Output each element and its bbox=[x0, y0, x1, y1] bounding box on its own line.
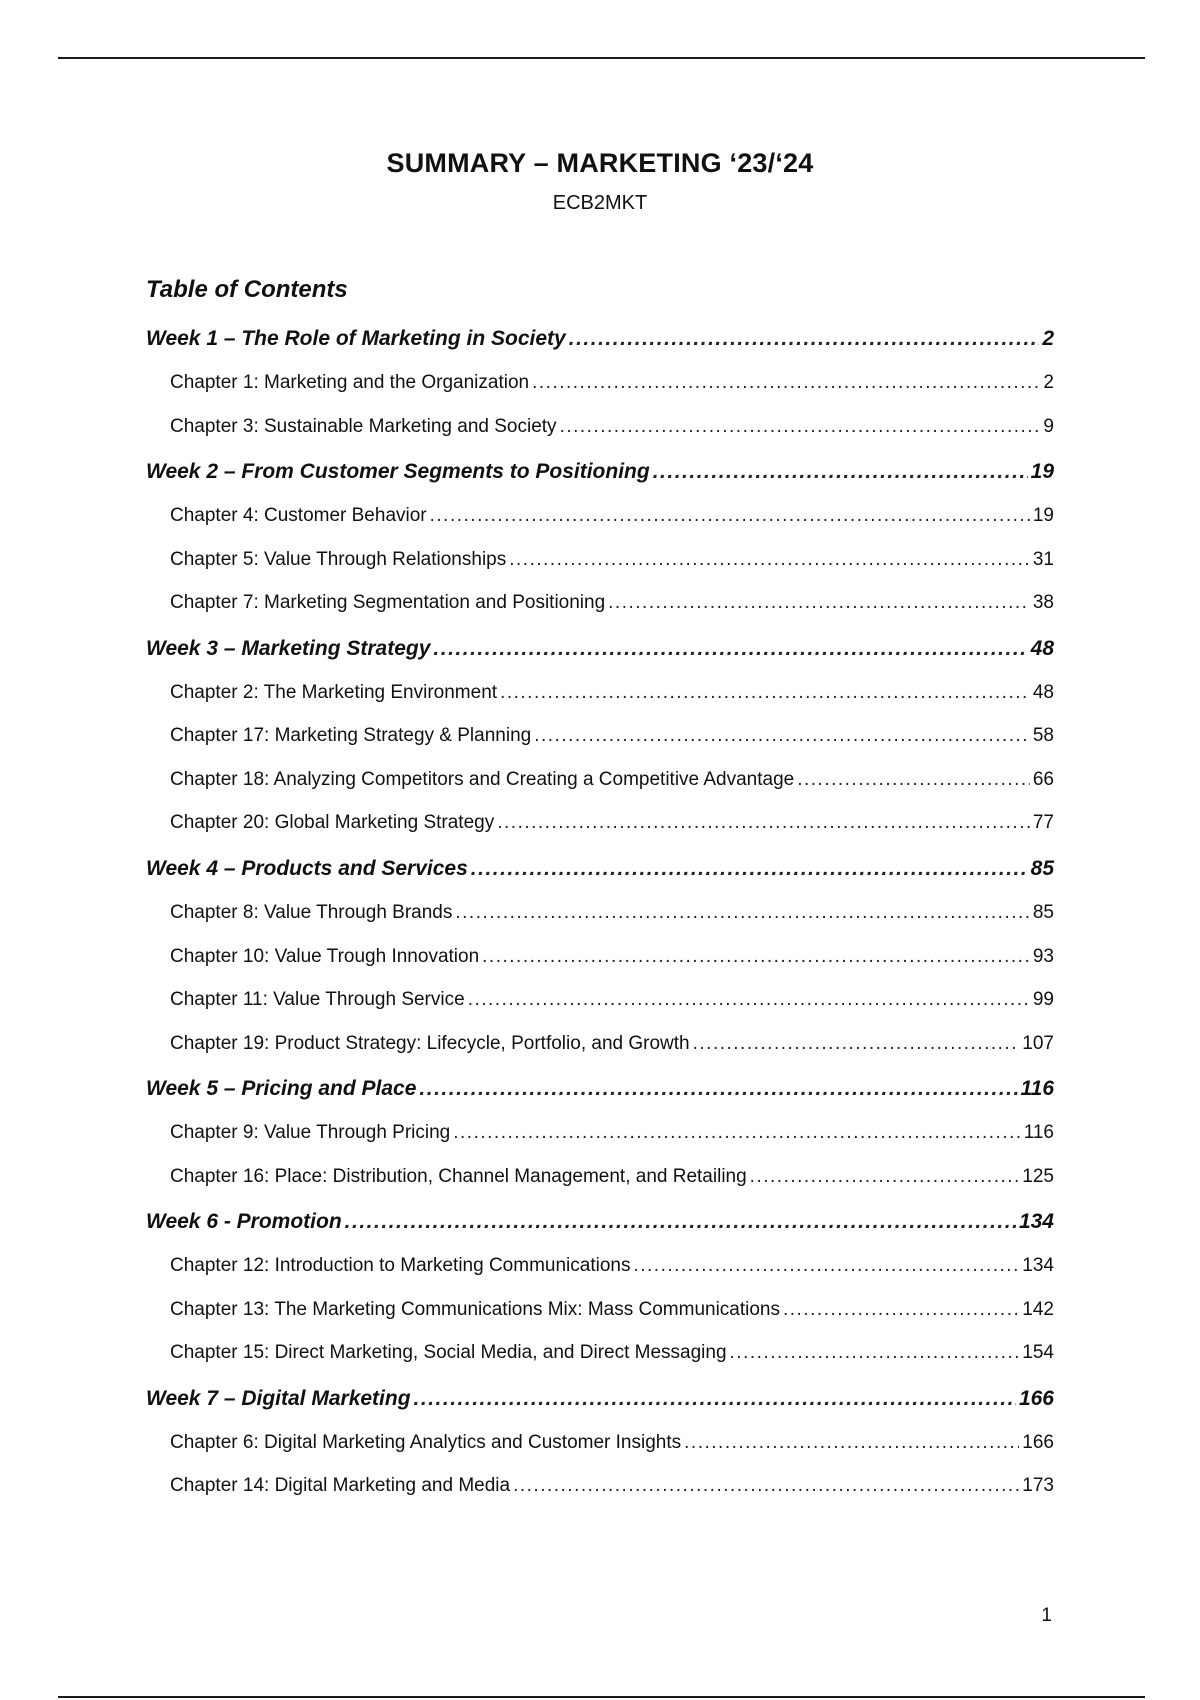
toc-chapter-6[interactable] bbox=[170, 1432, 1054, 1454]
toc-week-2[interactable] bbox=[146, 460, 1054, 484]
toc-entry-page: 38 bbox=[1032, 592, 1054, 613]
toc-entry-page: 66 bbox=[1032, 769, 1054, 790]
toc-entry-page: 2 bbox=[1043, 372, 1054, 393]
toc-entry-label: Chapter 4: Customer Behavior bbox=[170, 505, 427, 526]
toc-chapter-19[interactable] bbox=[170, 1033, 1054, 1055]
dot-leader bbox=[684, 1432, 1019, 1454]
dot-leader bbox=[693, 1033, 1020, 1055]
toc-entry-page: 77 bbox=[1032, 812, 1054, 833]
toc-entry-label: Chapter 15: Direct Marketing, Social Media, and Direct Messaging bbox=[170, 1342, 727, 1363]
toc-entry-label: Chapter 13: The Marketing Communications Mix: Mass Communications bbox=[170, 1299, 780, 1320]
top-divider bbox=[58, 57, 1145, 59]
dot-leader bbox=[750, 1166, 1020, 1188]
toc-entry-label: Chapter 9: Value Through Pricing bbox=[170, 1122, 451, 1143]
dot-leader bbox=[797, 769, 1030, 791]
toc-week-3[interactable] bbox=[146, 637, 1054, 661]
toc-entry-page: 9 bbox=[1043, 416, 1054, 437]
dot-leader bbox=[414, 1387, 1016, 1411]
toc-week-4[interactable] bbox=[146, 857, 1054, 881]
toc-entry-page: 154 bbox=[1022, 1342, 1054, 1363]
toc-heading: Table of Contents bbox=[146, 276, 348, 303]
dot-leader bbox=[513, 1475, 1019, 1497]
dot-leader bbox=[433, 637, 1027, 661]
toc-entry-label: Week 2 – From Customer Segments to Positioning bbox=[146, 460, 650, 483]
toc-chapter-2[interactable] bbox=[170, 682, 1054, 704]
dot-leader bbox=[471, 857, 1028, 881]
toc-chapter-11[interactable] bbox=[170, 989, 1054, 1011]
toc-entry-label: Week 3 – Marketing Strategy bbox=[146, 637, 431, 660]
dot-leader bbox=[509, 549, 1030, 571]
toc-entry-label: Chapter 3: Sustainable Marketing and Society bbox=[170, 416, 557, 437]
toc-entry-label: Chapter 18: Analyzing Competitors and Creating a Competitive Advantage bbox=[170, 769, 795, 790]
dot-leader bbox=[455, 902, 1029, 924]
toc-entry-label: Chapter 19: Product Strategy: Lifecycle, Portfolio, and Growth bbox=[170, 1033, 690, 1054]
toc-entry-page: 134 bbox=[1022, 1255, 1054, 1276]
toc-entry-page: 116 bbox=[1023, 1122, 1054, 1143]
toc-entry-label: Chapter 6: Digital Marketing Analytics and Customer Insights bbox=[170, 1432, 682, 1453]
dot-leader bbox=[534, 725, 1030, 747]
toc-week-7[interactable] bbox=[146, 1387, 1054, 1411]
toc-entry-page: 31 bbox=[1032, 549, 1054, 570]
toc-entry-label: Chapter 7: Marketing Segmentation and Positioning bbox=[170, 592, 606, 613]
toc-chapter-10[interactable] bbox=[170, 946, 1054, 968]
toc-entry-page: 19 bbox=[1032, 505, 1054, 526]
dot-leader bbox=[783, 1299, 1019, 1321]
toc-entry-page: 134 bbox=[1018, 1210, 1054, 1233]
dot-leader bbox=[500, 682, 1030, 704]
dot-leader bbox=[345, 1210, 1016, 1234]
toc-week-6[interactable] bbox=[146, 1210, 1054, 1234]
toc-chapter-15[interactable] bbox=[170, 1342, 1054, 1364]
toc-chapter-13[interactable] bbox=[170, 1299, 1054, 1321]
toc-entry-label: Chapter 12: Introduction to Marketing Communications bbox=[170, 1255, 631, 1276]
toc-entry-page: 166 bbox=[1018, 1387, 1054, 1410]
toc-entry-label: Chapter 20: Global Marketing Strategy bbox=[170, 812, 495, 833]
toc-entry-page: 58 bbox=[1032, 725, 1054, 746]
dot-leader bbox=[653, 460, 1028, 484]
toc-entry-page: 48 bbox=[1032, 682, 1054, 703]
dot-leader bbox=[453, 1122, 1020, 1144]
toc-entry-page: 173 bbox=[1022, 1475, 1054, 1496]
dot-leader bbox=[608, 592, 1030, 614]
page-number: 1 bbox=[1041, 1605, 1052, 1626]
toc-entry-label: Chapter 10: Value Trough Innovation bbox=[170, 946, 480, 967]
toc-entry-label: Week 6 - Promotion bbox=[146, 1210, 342, 1233]
toc-chapter-9[interactable] bbox=[170, 1122, 1054, 1144]
toc-entry-label: Chapter 11: Value Through Service bbox=[170, 989, 465, 1010]
toc-chapter-16[interactable] bbox=[170, 1166, 1054, 1188]
toc-entry-label: Chapter 2: The Marketing Environment bbox=[170, 682, 498, 703]
toc-chapter-5[interactable] bbox=[170, 549, 1054, 571]
dot-leader bbox=[482, 946, 1030, 968]
dot-leader bbox=[430, 505, 1030, 527]
toc-chapter-3[interactable] bbox=[170, 416, 1054, 438]
dot-leader bbox=[497, 812, 1030, 834]
toc-entry-page: 85 bbox=[1032, 902, 1054, 923]
dot-leader bbox=[569, 327, 1040, 351]
toc-entry-page: 142 bbox=[1022, 1299, 1054, 1320]
toc-chapter-7[interactable] bbox=[170, 592, 1054, 614]
toc-entry-page: 116 bbox=[1020, 1077, 1054, 1100]
toc-entry-page: 99 bbox=[1032, 989, 1054, 1010]
toc-entry-page: 85 bbox=[1030, 857, 1054, 880]
toc-chapter-17[interactable] bbox=[170, 725, 1054, 747]
toc-entry-label: Chapter 8: Value Through Brands bbox=[170, 902, 453, 923]
toc-entry-label: Chapter 16: Place: Distribution, Channel Management, and Retailing bbox=[170, 1166, 747, 1187]
dot-leader bbox=[560, 416, 1041, 438]
toc-entry-label: Chapter 1: Marketing and the Organization bbox=[170, 372, 530, 393]
toc-entry-page: 19 bbox=[1030, 460, 1054, 483]
toc-entry-label: Chapter 17: Marketing Strategy & Planning bbox=[170, 725, 532, 746]
toc-entry-label: Chapter 14: Digital Marketing and Media bbox=[170, 1475, 511, 1496]
toc-chapter-12[interactable] bbox=[170, 1255, 1054, 1277]
toc-entry-label: Week 4 – Products and Services bbox=[146, 857, 468, 880]
dot-leader bbox=[419, 1077, 1017, 1101]
toc-chapter-1[interactable] bbox=[170, 372, 1054, 394]
toc-entry-label: Chapter 5: Value Through Relationships bbox=[170, 549, 507, 570]
toc-entry-page: 107 bbox=[1022, 1033, 1054, 1054]
toc-chapter-18[interactable] bbox=[170, 769, 1054, 791]
course-code: ECB2MKT bbox=[552, 192, 648, 214]
toc-entry-label: Week 1 – The Role of Marketing in Society bbox=[146, 327, 566, 350]
dot-leader bbox=[730, 1342, 1020, 1364]
dot-leader bbox=[633, 1255, 1019, 1277]
toc-entry-label: Week 7 – Digital Marketing bbox=[146, 1387, 411, 1410]
toc-chapter-14[interactable] bbox=[170, 1475, 1054, 1497]
toc-entry-label: Week 5 – Pricing and Place bbox=[146, 1077, 417, 1100]
toc-chapter-8[interactable] bbox=[170, 902, 1054, 924]
dot-leader bbox=[468, 989, 1030, 1011]
toc-entry-page: 93 bbox=[1032, 946, 1054, 967]
document-title: SUMMARY – MARKETING ‘23/‘24 bbox=[386, 148, 814, 178]
bottom-divider bbox=[58, 1696, 1145, 1698]
toc-entry-page: 48 bbox=[1030, 637, 1054, 660]
toc-chapter-4[interactable] bbox=[170, 505, 1054, 527]
toc-entry-page: 2 bbox=[1042, 327, 1054, 350]
toc-week-1[interactable] bbox=[146, 327, 1054, 351]
toc-entry-page: 166 bbox=[1022, 1432, 1054, 1453]
toc-chapter-20[interactable] bbox=[170, 812, 1054, 834]
toc-entry-page: 125 bbox=[1022, 1166, 1054, 1187]
dot-leader bbox=[532, 372, 1040, 394]
toc-week-5[interactable] bbox=[146, 1077, 1054, 1101]
